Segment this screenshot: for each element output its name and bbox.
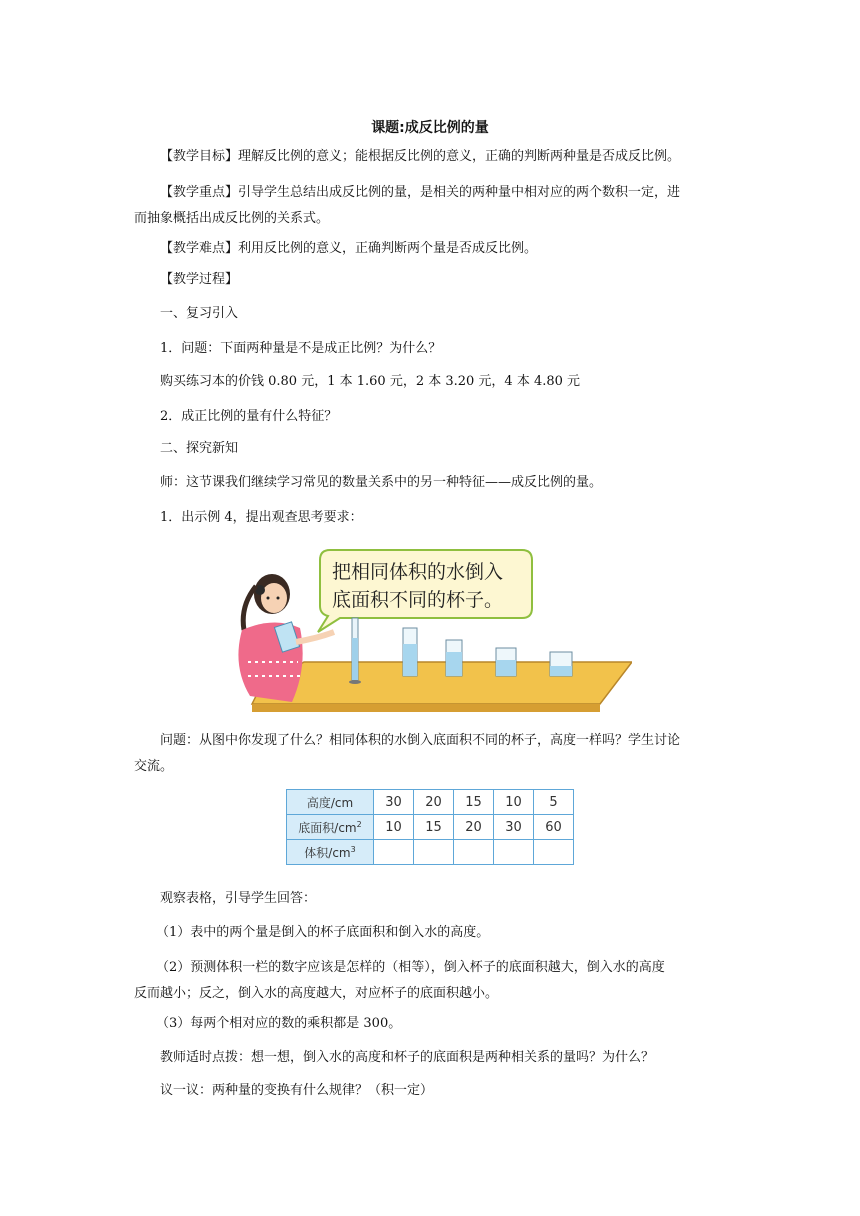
- focus-paragraph: 【教学重点】引导学生总结出成反比例的量，是相关的两种量中相对应的两个数积一定，进 而抽象概括出成反比例的关系式。: [134, 185, 681, 226]
- table-cell: 30: [494, 815, 534, 840]
- answer-1: （1）表中的两个量是倒入的杯子底面积和倒入水的高度。: [156, 925, 490, 940]
- question-1-data: 购买练习本的价钱 0.80 元，1 本 1.60 元，2 本 3.20 元，4 本 4.80 元: [160, 374, 581, 389]
- cylinder-3: [446, 640, 462, 676]
- speech-bubble: [318, 550, 532, 632]
- cylinder-5: [550, 652, 572, 676]
- section-review: 一、复习引入: [160, 306, 239, 321]
- observe-paragraph: 观察表格，引导学生回答：: [160, 891, 317, 906]
- table-cell: [454, 840, 494, 865]
- illustration-girl-cups: [222, 546, 632, 714]
- bubble-line-2: 底面积不同的杯子。: [332, 589, 504, 611]
- question-1: 1．问题：下面两种量是不是成正比例？为什么？: [160, 341, 442, 356]
- answer-2: （2）预测体积一栏的数字应该是怎样的（相等），倒入杯子的底面积越大，倒入水的高度 反而越小；反之，倒入水的高度越大，对应杯子的底面积越小。: [134, 960, 665, 1001]
- answer-3: （3）每两个相对应的数的乘积都是 300。: [156, 1016, 402, 1031]
- table-cell: 10: [494, 790, 534, 815]
- section-explore: 二、探究新知: [160, 441, 239, 456]
- discussion: 议一议：两种量的变换有什么规律？（积一定）: [160, 1083, 434, 1098]
- data-table: [286, 789, 574, 865]
- teacher-hint: 教师适时点拨：想一想，倒入水的高度和杯子的底面积是两种相关系的量吗？为什么？: [160, 1050, 655, 1065]
- table-cell: 30: [374, 790, 414, 815]
- table-cell: [534, 840, 574, 865]
- process-heading: 【教学过程】: [160, 272, 239, 287]
- table-row-volume: [287, 840, 574, 865]
- table-row-height: [287, 790, 574, 815]
- example-4: 1．出示例 4，提出观查思考要求：: [160, 510, 363, 525]
- bubble-line-1: 把相同体积的水倒入: [332, 561, 504, 583]
- table-cell: 15: [414, 815, 454, 840]
- difficulty-paragraph: 【教学难点】利用反比例的意义，正确判断两个量是否成反比例。: [160, 241, 538, 256]
- cylinder-4: [496, 648, 516, 676]
- row-label-volume: 体积$/cm^3$: [287, 840, 374, 865]
- table-cell: 20: [414, 790, 454, 815]
- table-cell: [374, 840, 414, 865]
- table-edge: [252, 704, 600, 712]
- table-cell: 60: [534, 815, 574, 840]
- page-title: 课题:成反比例的量: [371, 120, 489, 136]
- cylinder-2: [403, 628, 417, 676]
- table-cell: 15: [454, 790, 494, 815]
- table-cell: 5: [534, 790, 574, 815]
- table-surface: [252, 662, 632, 704]
- table-cell: 20: [454, 815, 494, 840]
- table-cell: 10: [374, 815, 414, 840]
- table-cell: [494, 840, 534, 865]
- table-row-area: [287, 815, 574, 840]
- question-paragraph: 问题：从图中你发现了什么？相同体积的水倒入底面积不同的杯子，高度一样吗？学生讨论 交流。: [134, 733, 681, 774]
- row-label-area: 底面积$/cm^2$: [287, 815, 374, 840]
- teacher-intro: 师：这节课我们继续学习常见的数量关系中的另一种特征——成反比例的量。: [160, 475, 603, 490]
- table-cell: [414, 840, 454, 865]
- row-label-height: 高度/cm: [287, 790, 374, 815]
- question-2: 2．成正比例的量有什么特征？: [160, 409, 338, 424]
- goal-paragraph: 【教学目标】理解反比例的意义；能根据反比例的意义，正确的判断两种量是否成反比例。: [160, 149, 681, 164]
